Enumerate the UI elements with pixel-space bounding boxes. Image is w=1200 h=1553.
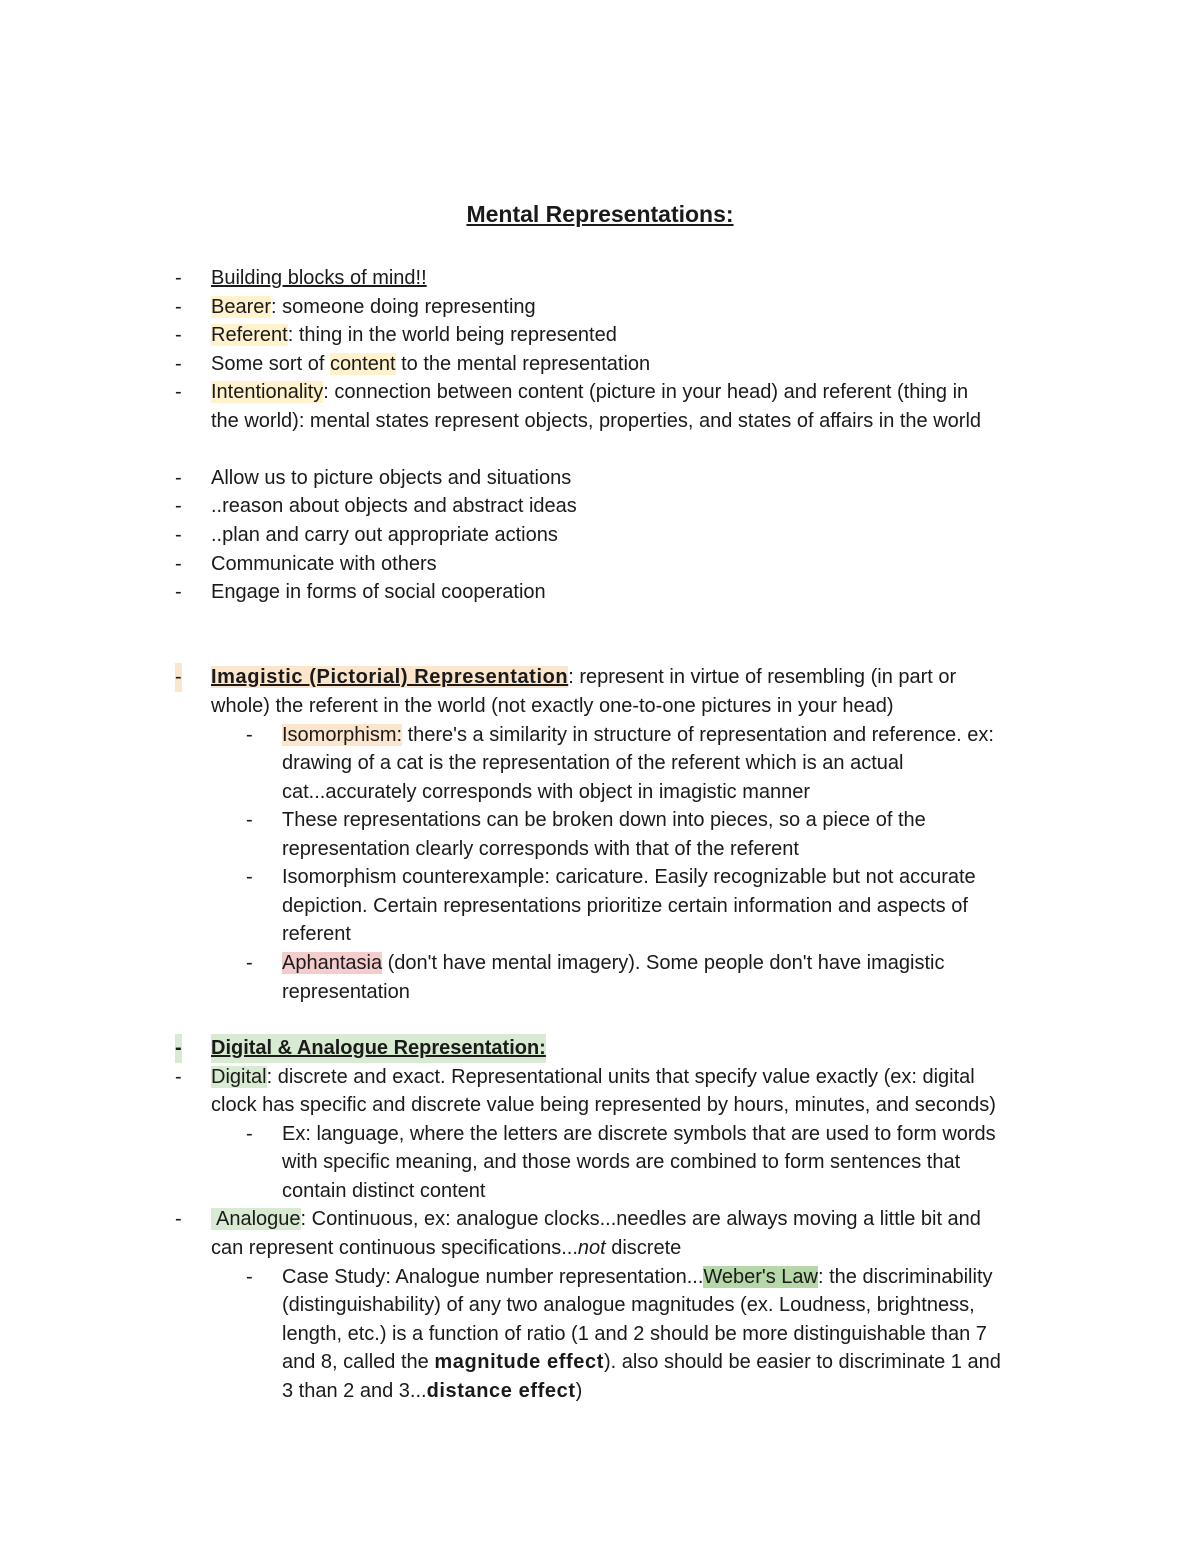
case-study-cont (282, 1377, 582, 1406)
content-post: to the mental representation (395, 353, 651, 375)
intentionality-def: : connection between content (picture in your head) and referent (thing in (323, 381, 969, 403)
bearer-line (211, 293, 536, 322)
magnitude-effect: magnitude effect (434, 1351, 604, 1373)
bullet-dash: - (175, 1066, 182, 1088)
building-blocks-text: Building blocks of mind!! (211, 267, 427, 289)
aphantasia-line (282, 949, 944, 978)
pieces-cont: representation clearly corresponds with that of the referent (282, 838, 799, 860)
bullet-dash: - (246, 866, 253, 888)
bullet-dash: - (175, 324, 182, 346)
aphantasia-term: Aphantasia (282, 952, 383, 974)
analogue-def: : Continuous, ex: analogue clocks...needles are always moving a little bit and (300, 1208, 981, 1230)
case-study-pre: Case Study: Analogue number representation... (282, 1266, 704, 1288)
language-example: Ex: language, where the letters are discrete symbols that are used to form words (282, 1123, 996, 1145)
bearer-term: Bearer (211, 296, 272, 318)
magnitude-post: ). also should be easier to discriminate 1 and (603, 1351, 1001, 1373)
analogue-line (211, 1205, 981, 1234)
digital-term: Digital (211, 1066, 267, 1088)
isomorphism-line (282, 721, 994, 750)
bullet-dash: - (246, 952, 253, 974)
use-item: Engage in forms of social cooperation (211, 581, 546, 603)
digital-def-cont: clock has specific and discrete value being represented by hours, minutes, and seconds) (211, 1094, 996, 1116)
imagistic-heading: Imagistic (Pictorial) Representation (211, 666, 569, 688)
imagistic-def: : represent in virtue of resembling (in part or (568, 666, 957, 688)
magnitude-pre: and 8, called the (282, 1351, 435, 1373)
analogue-cont-post: discrete (605, 1237, 682, 1259)
bullet-dash: - (175, 353, 182, 375)
webers-law-term: Weber's Law (703, 1266, 818, 1288)
aphantasia-def: (don't have mental imagery). Some people don't have imagistic (382, 952, 945, 974)
distance-post: ) (575, 1380, 583, 1402)
imagistic-def-cont: whole) the referent in the world (not exactly one-to-one pictures in your head) (211, 695, 894, 717)
use-item: ..reason about objects and abstract ideas (211, 495, 577, 517)
bullet-dash: - (175, 553, 182, 575)
bullet-dash: - (246, 809, 253, 831)
bullet-dash: - (175, 1034, 182, 1063)
bearer-def: : someone doing representing (271, 296, 536, 318)
isomorphism-def: there's a similarity in structure of representation and reference. ex: (402, 724, 994, 746)
analogue-cont-pre: can represent continuous specifications... (211, 1237, 578, 1259)
bullet-dash: - (175, 663, 182, 692)
case-study-line (282, 1263, 993, 1292)
content-line (211, 350, 650, 379)
content-pre: Some sort of (211, 353, 330, 375)
counterexample-cont: depiction. Certain representations prioritize certain information and aspects of (282, 895, 968, 917)
intentionality-line (211, 378, 968, 407)
counterexample-text: Isomorphism counterexample: caricature. Easily recognizable but not accurate (282, 866, 976, 888)
case-study-cont (282, 1348, 1001, 1377)
case-study-cont: (distinguishability) of any two analogue magnitudes (ex. Loudness, brightness, (282, 1294, 975, 1316)
bullet-dash: - (175, 296, 182, 318)
bullet-dash: - (175, 524, 182, 546)
bullet-dash: - (175, 381, 182, 403)
language-cont: with specific meaning, and those words are combined to form sentences that (282, 1151, 961, 1173)
digital-def: : discrete and exact. Representational units that specify value exactly (ex: digital (266, 1066, 975, 1088)
bullet-dash: - (175, 267, 182, 289)
intentionality-term: Intentionality (211, 381, 324, 403)
counterexample-cont: referent (282, 923, 351, 945)
pieces-text: These representations can be broken down into pieces, so a piece of the (282, 809, 926, 831)
referent-def: : thing in the world being represented (287, 324, 617, 346)
bullet-dash: - (175, 1208, 182, 1230)
bullet-dash: - (175, 581, 182, 603)
analogue-term: Analogue (211, 1208, 301, 1230)
bullet-dash: - (246, 1266, 253, 1288)
isomorphism-term: Isomorphism: (282, 724, 403, 746)
digital-line (211, 1063, 975, 1092)
imagistic-line (211, 663, 956, 692)
bullet-dash: - (246, 724, 253, 746)
content-term: content (329, 353, 396, 375)
language-cont: contain distinct content (282, 1180, 486, 1202)
intentionality-def-cont: the world): mental states represent objects, properties, and states of affairs in the world (211, 410, 982, 432)
page-title: Mental Representations: (466, 201, 734, 227)
isomorphism-cont: drawing of a cat is the representation of the referent which is an actual (282, 752, 904, 774)
aphantasia-cont: representation (282, 981, 410, 1003)
case-study-cont: length, etc.) is a function of ratio (1 and 2 should be more distinguishable than 7 (282, 1323, 987, 1345)
digital-analogue-heading: Digital & Analogue Representation: (211, 1034, 546, 1063)
referent-line (211, 321, 617, 350)
analogue-not: not (577, 1237, 606, 1259)
bullet-dash: - (175, 467, 182, 489)
distance-pre: 3 than 2 and 3... (282, 1380, 427, 1402)
isomorphism-cont: cat...accurately corresponds with object in imagistic manner (282, 781, 811, 803)
case-study-post: : the discriminability (818, 1266, 993, 1288)
use-item: Allow us to picture objects and situations (211, 467, 572, 489)
referent-term: Referent (211, 324, 288, 346)
analogue-cont (211, 1234, 681, 1263)
use-item: ..plan and carry out appropriate actions (211, 524, 558, 546)
distance-effect: distance effect (426, 1380, 576, 1402)
use-item: Communicate with others (211, 553, 437, 575)
bullet-dash: - (175, 495, 182, 517)
bullet-dash: - (246, 1123, 253, 1145)
